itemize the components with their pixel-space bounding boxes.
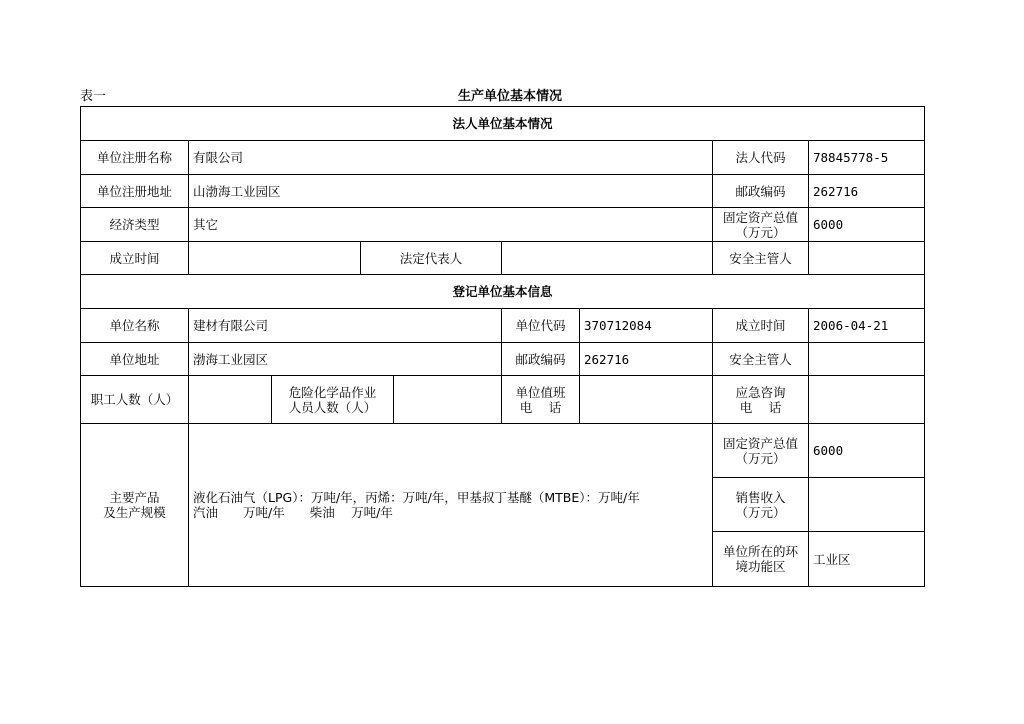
reg-founded-label: 成立时间 [713, 309, 809, 343]
sales-label-line1: 销售收入 [735, 489, 786, 505]
legal-code-value: 78845778-5 [809, 141, 925, 175]
emergency-label-line2: 电 话 [739, 399, 782, 415]
unit-code-value: 370712084 [580, 309, 713, 343]
products-detail [189, 424, 713, 587]
duty-phone-label-line1: 单位值班 [515, 384, 566, 400]
reg-postal-code-label: 邮政编码 [502, 343, 580, 376]
reg-fixed-assets-value: 6000 [809, 424, 925, 478]
unit-address-value: 渤海工业园区 [189, 343, 502, 376]
legal-rep-label: 法定代表人 [361, 242, 502, 275]
products-label-line1: 主要产品 [109, 490, 160, 505]
reg-safety-manager-value [809, 343, 925, 376]
env-zone-label-line2: 境功能区 [735, 559, 786, 574]
products-line-2: 汽油 万吨/年 柴油 万吨/年 [193, 505, 393, 520]
env-zone-label-line1: 单位所在的环 [722, 544, 798, 559]
safety-manager-value [809, 242, 925, 275]
unit-info-table [80, 106, 925, 587]
economy-type-value: 其它 [189, 208, 713, 242]
duty-phone-value [580, 376, 713, 424]
emergency-label [713, 376, 809, 424]
unit-address-label: 单位地址 [81, 343, 189, 376]
reg-fixed-assets-label-line2: （万元） [735, 450, 786, 466]
postal-code-value: 262716 [809, 175, 925, 208]
fixed-assets-label [713, 208, 809, 242]
reg-fixed-assets-label-line1: 固定资产总值 [722, 435, 798, 451]
hazmat-staff-label-line2: 人员人数（人） [288, 399, 377, 415]
unit-code-label: 单位代码 [502, 309, 580, 343]
sales-value [809, 478, 925, 532]
legal-code-label: 法人代码 [713, 141, 809, 175]
reg-address-label: 单位注册地址 [81, 175, 189, 208]
sales-label-line2: （万元） [735, 504, 786, 520]
env-zone-label [713, 532, 809, 587]
staff-count-value [189, 376, 272, 424]
legal-section-heading: 法人单位基本情况 [81, 107, 925, 141]
reg-address-value: 山渤海工业园区 [189, 175, 713, 208]
env-zone-value: 工业区 [809, 532, 925, 587]
duty-phone-label [502, 376, 580, 424]
legal-rep-value [502, 242, 713, 275]
safety-manager-label: 安全主管人 [713, 242, 809, 275]
unit-name-value: 建材有限公司 [189, 309, 502, 343]
fixed-assets-label-line2: （万元） [735, 224, 786, 240]
fixed-assets-value: 6000 [809, 208, 925, 242]
economy-type-label: 经济类型 [81, 208, 189, 242]
reg-safety-manager-label: 安全主管人 [713, 343, 809, 376]
table-label: 表一 [80, 89, 107, 104]
products-line-1: 液化石油气（LPG）：万吨/年，丙烯：万吨/年，甲基叔丁基醚（MTBE）：万吨/年 [193, 490, 640, 505]
reg-founded-value: 2006-04-21 [809, 309, 925, 343]
hazmat-staff-label [272, 376, 394, 424]
staff-count-label: 职工人数（人） [81, 376, 189, 424]
reg-name-value: 有限公司 [189, 141, 713, 175]
founded-value [189, 242, 361, 275]
postal-code-label: 邮政编码 [713, 175, 809, 208]
hazmat-staff-value [394, 376, 502, 424]
products-label-line2: 及生产规模 [103, 505, 166, 520]
reg-postal-code-value: 262716 [580, 343, 713, 376]
reg-fixed-assets-label [713, 424, 809, 478]
founded-label: 成立时间 [81, 242, 189, 275]
unit-name-label: 单位名称 [81, 309, 189, 343]
duty-phone-label-line2: 电 话 [519, 399, 562, 415]
hazmat-staff-label-line1: 危险化学品作业 [288, 384, 377, 400]
emergency-value [809, 376, 925, 424]
registered-section-heading: 登记单位基本信息 [81, 275, 925, 309]
reg-name-label: 单位注册名称 [81, 141, 189, 175]
emergency-label-line1: 应急咨询 [735, 384, 786, 400]
document-title: 生产单位基本情况 [457, 89, 562, 104]
products-label [81, 424, 189, 587]
fixed-assets-label-line1: 固定资产总值 [722, 209, 798, 225]
sales-label [713, 478, 809, 532]
